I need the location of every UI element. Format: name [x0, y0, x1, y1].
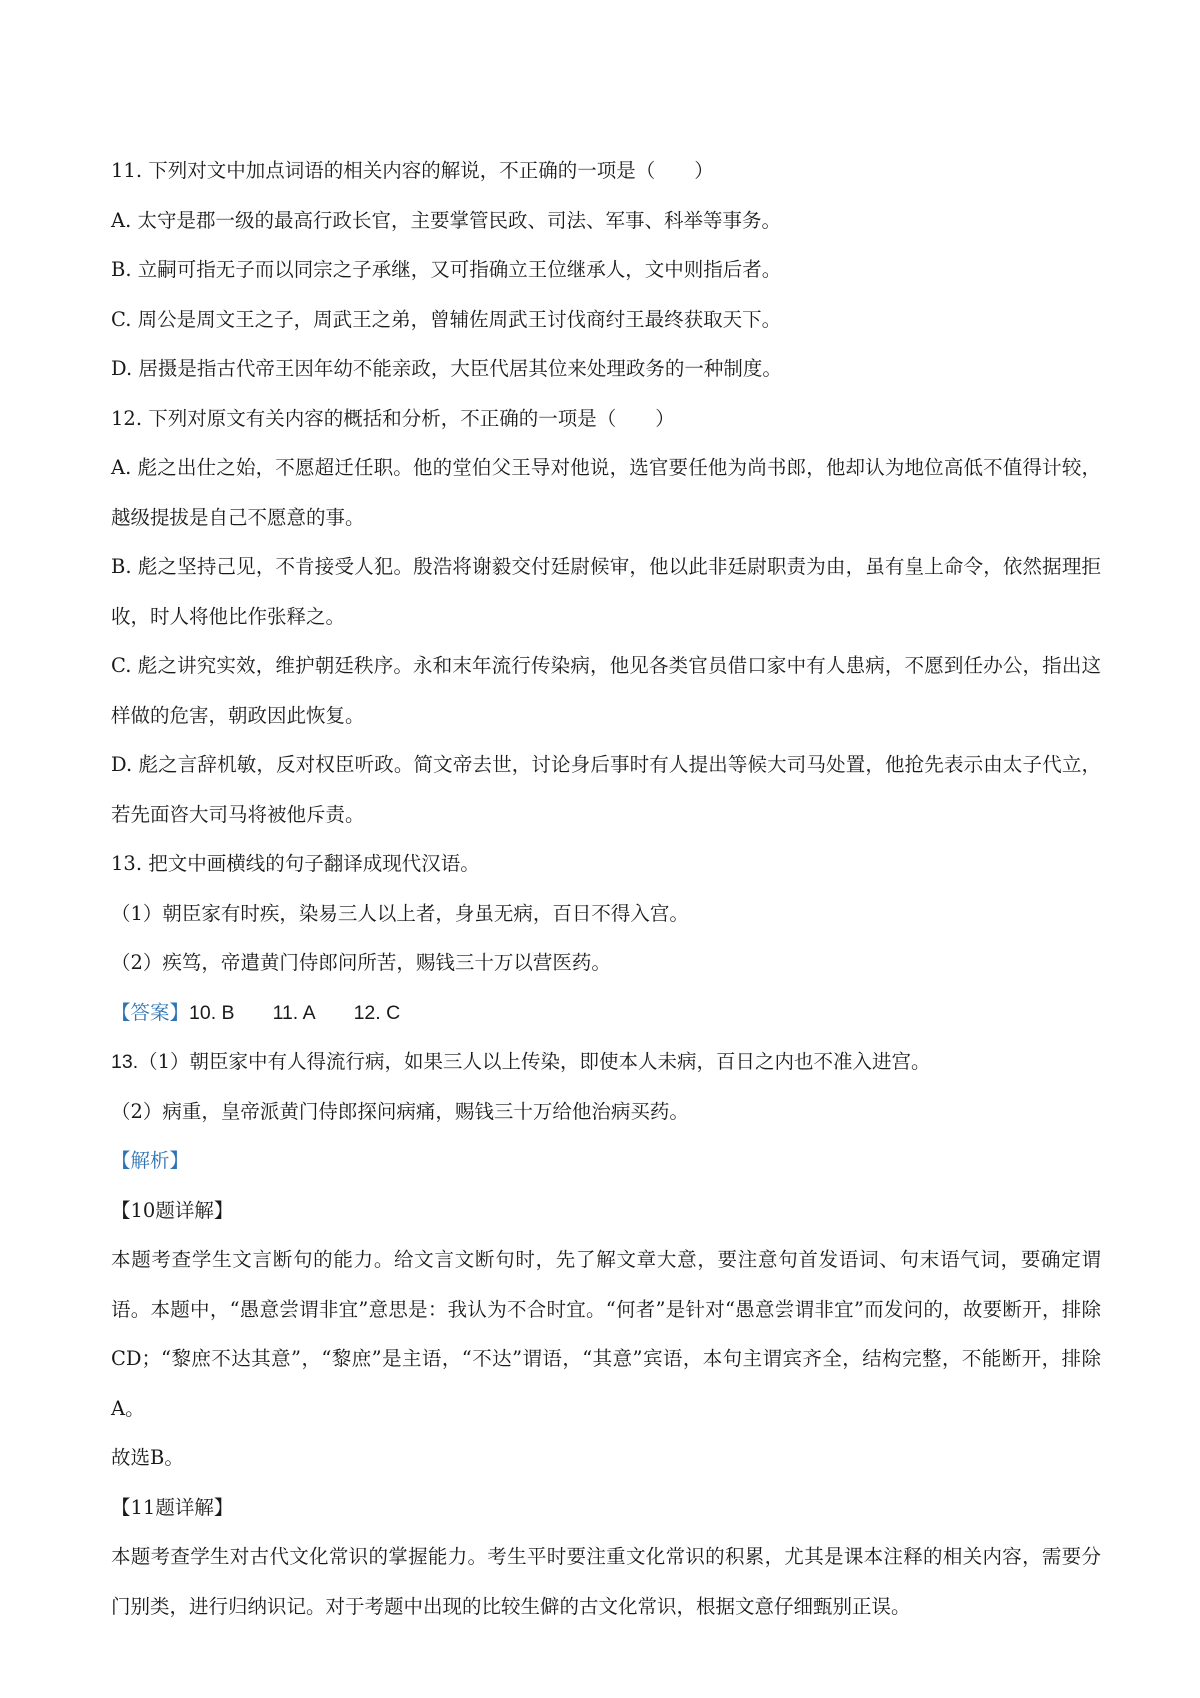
q11-option-b: B. 立嗣可指无子而以同宗之子承继，又可指确立王位继承人，文中则指后者。: [111, 258, 782, 281]
q12-option-d: D. 彪之言辞机敏，反对权臣听政。简文帝去世，讨论身后事时有人提出等候大司马处置，他抢先表示由太子代立，若先面咨大司马将被他斥责。: [111, 753, 1101, 826]
section-10-conclusion: 故选B。: [111, 1446, 184, 1469]
answer-13-num: 13.: [111, 1051, 139, 1073]
q11-stem: 11. 下列对文中加点词语的相关内容的解说，不正确的一项是（ ）: [111, 159, 714, 182]
answer-12: 12. C: [353, 1001, 401, 1024]
answer-13-item-1-text: （1）朝臣家中有人得流行病，如果三人以上传染，即使本人未病，百日之内也不准入进宫。: [138, 1050, 931, 1073]
q11-option-c: C. 周公是周文王之子，周武王之弟，曾辅佐周武王讨伐商纣王最终获取天下。: [111, 307, 782, 331]
q12-option-a: A. 彪之出仕之始，不愿超迁任职。他的堂伯父王导对他说，选官要任他为尚书郎，他却认为地位高低不值得计较，越级提拔是自己不愿意的事。: [111, 456, 1101, 529]
q12-option-c: C. 彪之讲究实效，维护朝廷秩序。永和末年流行传染病，他见各类官员借口家中有人患病，不愿到任办公，指出这样做的危害，朝政因此恢复。: [111, 654, 1101, 727]
answer-values: [189, 1002, 438, 1024]
q11-option-a: A. 太守是郡一级的最高行政长官，主要掌管民政、司法、军事、科举等事务。: [111, 208, 781, 232]
section-10-head: 【10题详解】: [111, 1198, 234, 1222]
q13-item-2: （2）疾笃，帝遣黄门侍郎问所苦，赐钱三十万以营医药。: [111, 951, 611, 974]
q13-stem: 13. 把文中画横线的句子翻译成现代汉语。: [111, 852, 480, 875]
answer-row: [111, 988, 1101, 1038]
answer-label: 【答案】: [111, 1000, 190, 1024]
q12-stem: 12. 下列对原文有关内容的概括和分析，不正确的一项是（ ）: [111, 406, 675, 430]
q12-option-b: B. 彪之坚持己见，不肯接受人犯。殷浩将谢毅交付廷尉候审，他以此非廷尉职责为由，虽有皇上命令，依然据理拒收，时人将他比作张释之。: [111, 555, 1101, 628]
section-11-body: 本题考查学生对古代文化常识的掌握能力。考生平时要注重文化常识的积累，尤其是课本注释的相关内容，需要分门别类，进行归纳识记。对于考题中出现的比较生僻的古文化常识，根据文意仔细甄别正误。: [111, 1545, 1101, 1618]
answer-11: 11. A: [272, 1001, 316, 1024]
q13-item-1: （1）朝臣家有时疾，染易三人以上者，身虽无病，百日不得入宫。: [111, 901, 689, 925]
section-10-body: 本题考查学生文言断句的能力。给文言文断句时，先了解文章大意，要注意句首发语词、句末语气词，要确定谓语。本题中，“愚意尝谓非宜”意思是：我认为不合时宜。“何者”是针对“愚意尝谓非宜”而发问的，故要断开，排除CD；“黎庶不达其意”，“黎庶”是主语，“不达”谓语，“其意”宾语，本句主谓宾齐全，结构完整，不能断开，排除A。: [111, 1248, 1101, 1420]
analysis-label: 【解析】: [111, 1149, 190, 1172]
answer-13-item-2: （2）病重，皇帝派黄门侍郎探问病痛，赐钱三十万给他治病买药。: [111, 1099, 689, 1123]
section-11-head: 【11题详解】: [111, 1495, 234, 1519]
answer-10: 10. B: [189, 1001, 235, 1024]
answer-13-item-1: [111, 1037, 1101, 1087]
page-content: [111, 146, 1101, 1631]
q11-option-d: D. 居摄是指古代帝王因年幼不能亲政，大臣代居其位来处理政务的一种制度。: [111, 357, 782, 380]
